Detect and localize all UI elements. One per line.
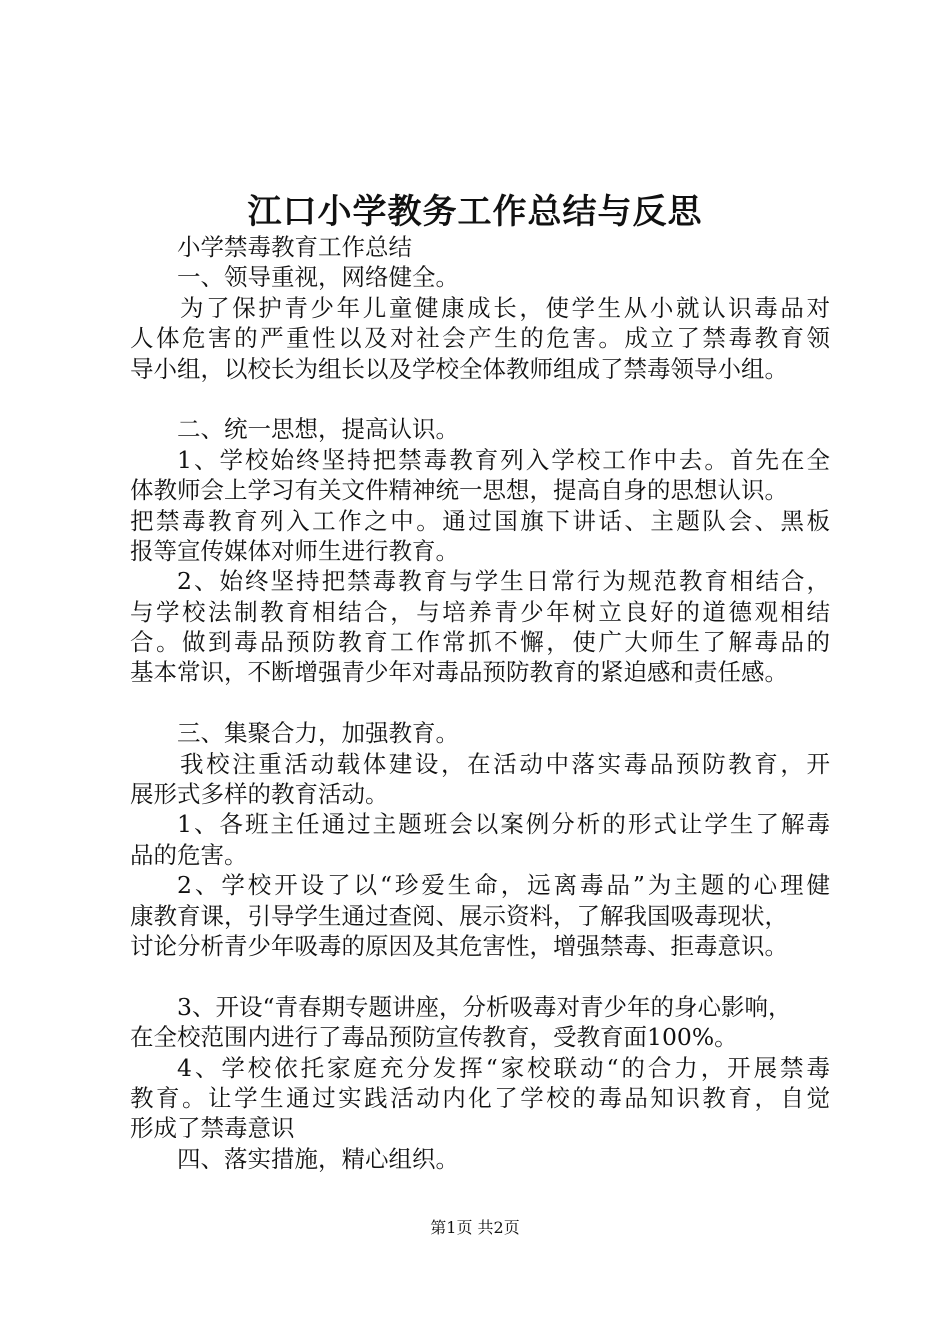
section-heading: 一、领导重视，网络健全。: [177, 263, 459, 292]
paragraph-line: 讨论分析青少年吸毒的原因及其危害性，增强禁毒、拒毒意识。: [130, 931, 788, 960]
paragraph-line: 2、始终坚持把禁毒教育与学生日常行为规范教育相结合，: [177, 567, 830, 596]
paragraph-line: 1、各班主任通过主题班会以案例分析的形式让学生了解毒: [177, 810, 830, 839]
page-footer: 第1页 共2页: [430, 1218, 520, 1237]
paragraph-line: 4、学校依托家庭充分发挥“家校联动“的合力，开展禁毒: [177, 1053, 830, 1082]
paragraph-line: 合。做到毒品预防教育工作常抓不懈，使广大师生了解毒品的: [130, 628, 830, 657]
paragraph-line: 3、开设“青春期专题讲座，分析吸毒对青少年的身心影响，: [177, 992, 792, 1021]
paragraph-line: 品的危害。: [130, 840, 248, 869]
document-title: 江口小学教务工作总结与反思: [247, 192, 703, 232]
paragraph-line: 康教育课，引导学生通过查阅、展示资料，了解我国吸毒现状，: [130, 901, 788, 930]
blank-line: [130, 961, 830, 991]
paragraph-line: 体教师会上学习有关文件精神统一思想，提高自身的思想认识。: [130, 476, 788, 505]
paragraph-line: 1、学校始终坚持把禁毒教育列入学校工作中去。首先在全: [177, 445, 830, 474]
paragraph-line: 形成了禁毒意识: [130, 1114, 295, 1143]
paragraph-line: 基本常识，不断增强青少年对毒品预防教育的紧迫感和责任感。: [130, 658, 788, 687]
blank-line: [130, 384, 830, 414]
section-heading: 三、集聚合力，加强教育。: [177, 719, 459, 748]
document-body: [130, 232, 830, 1174]
section-heading: 二、统一思想，提高认识。: [177, 415, 459, 444]
paragraph-line: 报等宣传媒体对师生进行教育。: [130, 536, 459, 565]
paragraph-line: 在全校范围内进行了毒品预防宣传教育，受教育面100%。: [130, 1023, 738, 1052]
paragraph-line: 导小组，以校长为组长以及学校全体教师组成了禁毒领导小组。: [130, 354, 788, 383]
paragraph-line: 为了保护青少年儿童健康成长，使学生从小就认识毒品对: [180, 293, 830, 322]
paragraph-line: 小学禁毒教育工作总结: [177, 233, 412, 261]
section-heading: 四、落实措施，精心组织。: [177, 1144, 459, 1173]
paragraph-line: 与学校法制教育相结合，与培养青少年树立良好的道德观相结: [130, 597, 830, 626]
paragraph-line: 教育。让学生通过实践活动内化了学校的毒品知识教育，自觉: [130, 1083, 830, 1112]
paragraph-line: 我校注重活动载体建设，在活动中落实毒品预防教育，开: [180, 749, 830, 778]
paragraph-line: 把禁毒教育列入工作之中。通过国旗下讲话、主题队会、黑板: [130, 506, 830, 535]
paragraph-line: 展形式多样的教育活动。: [130, 780, 389, 809]
paragraph-line: 2、学校开设了以“珍爱生命，远离毒品”为主题的心理健: [177, 871, 830, 900]
paragraph-line: 人体危害的严重性以及对社会产生的危害。成立了禁毒教育领: [130, 324, 830, 353]
blank-line: [130, 688, 830, 718]
